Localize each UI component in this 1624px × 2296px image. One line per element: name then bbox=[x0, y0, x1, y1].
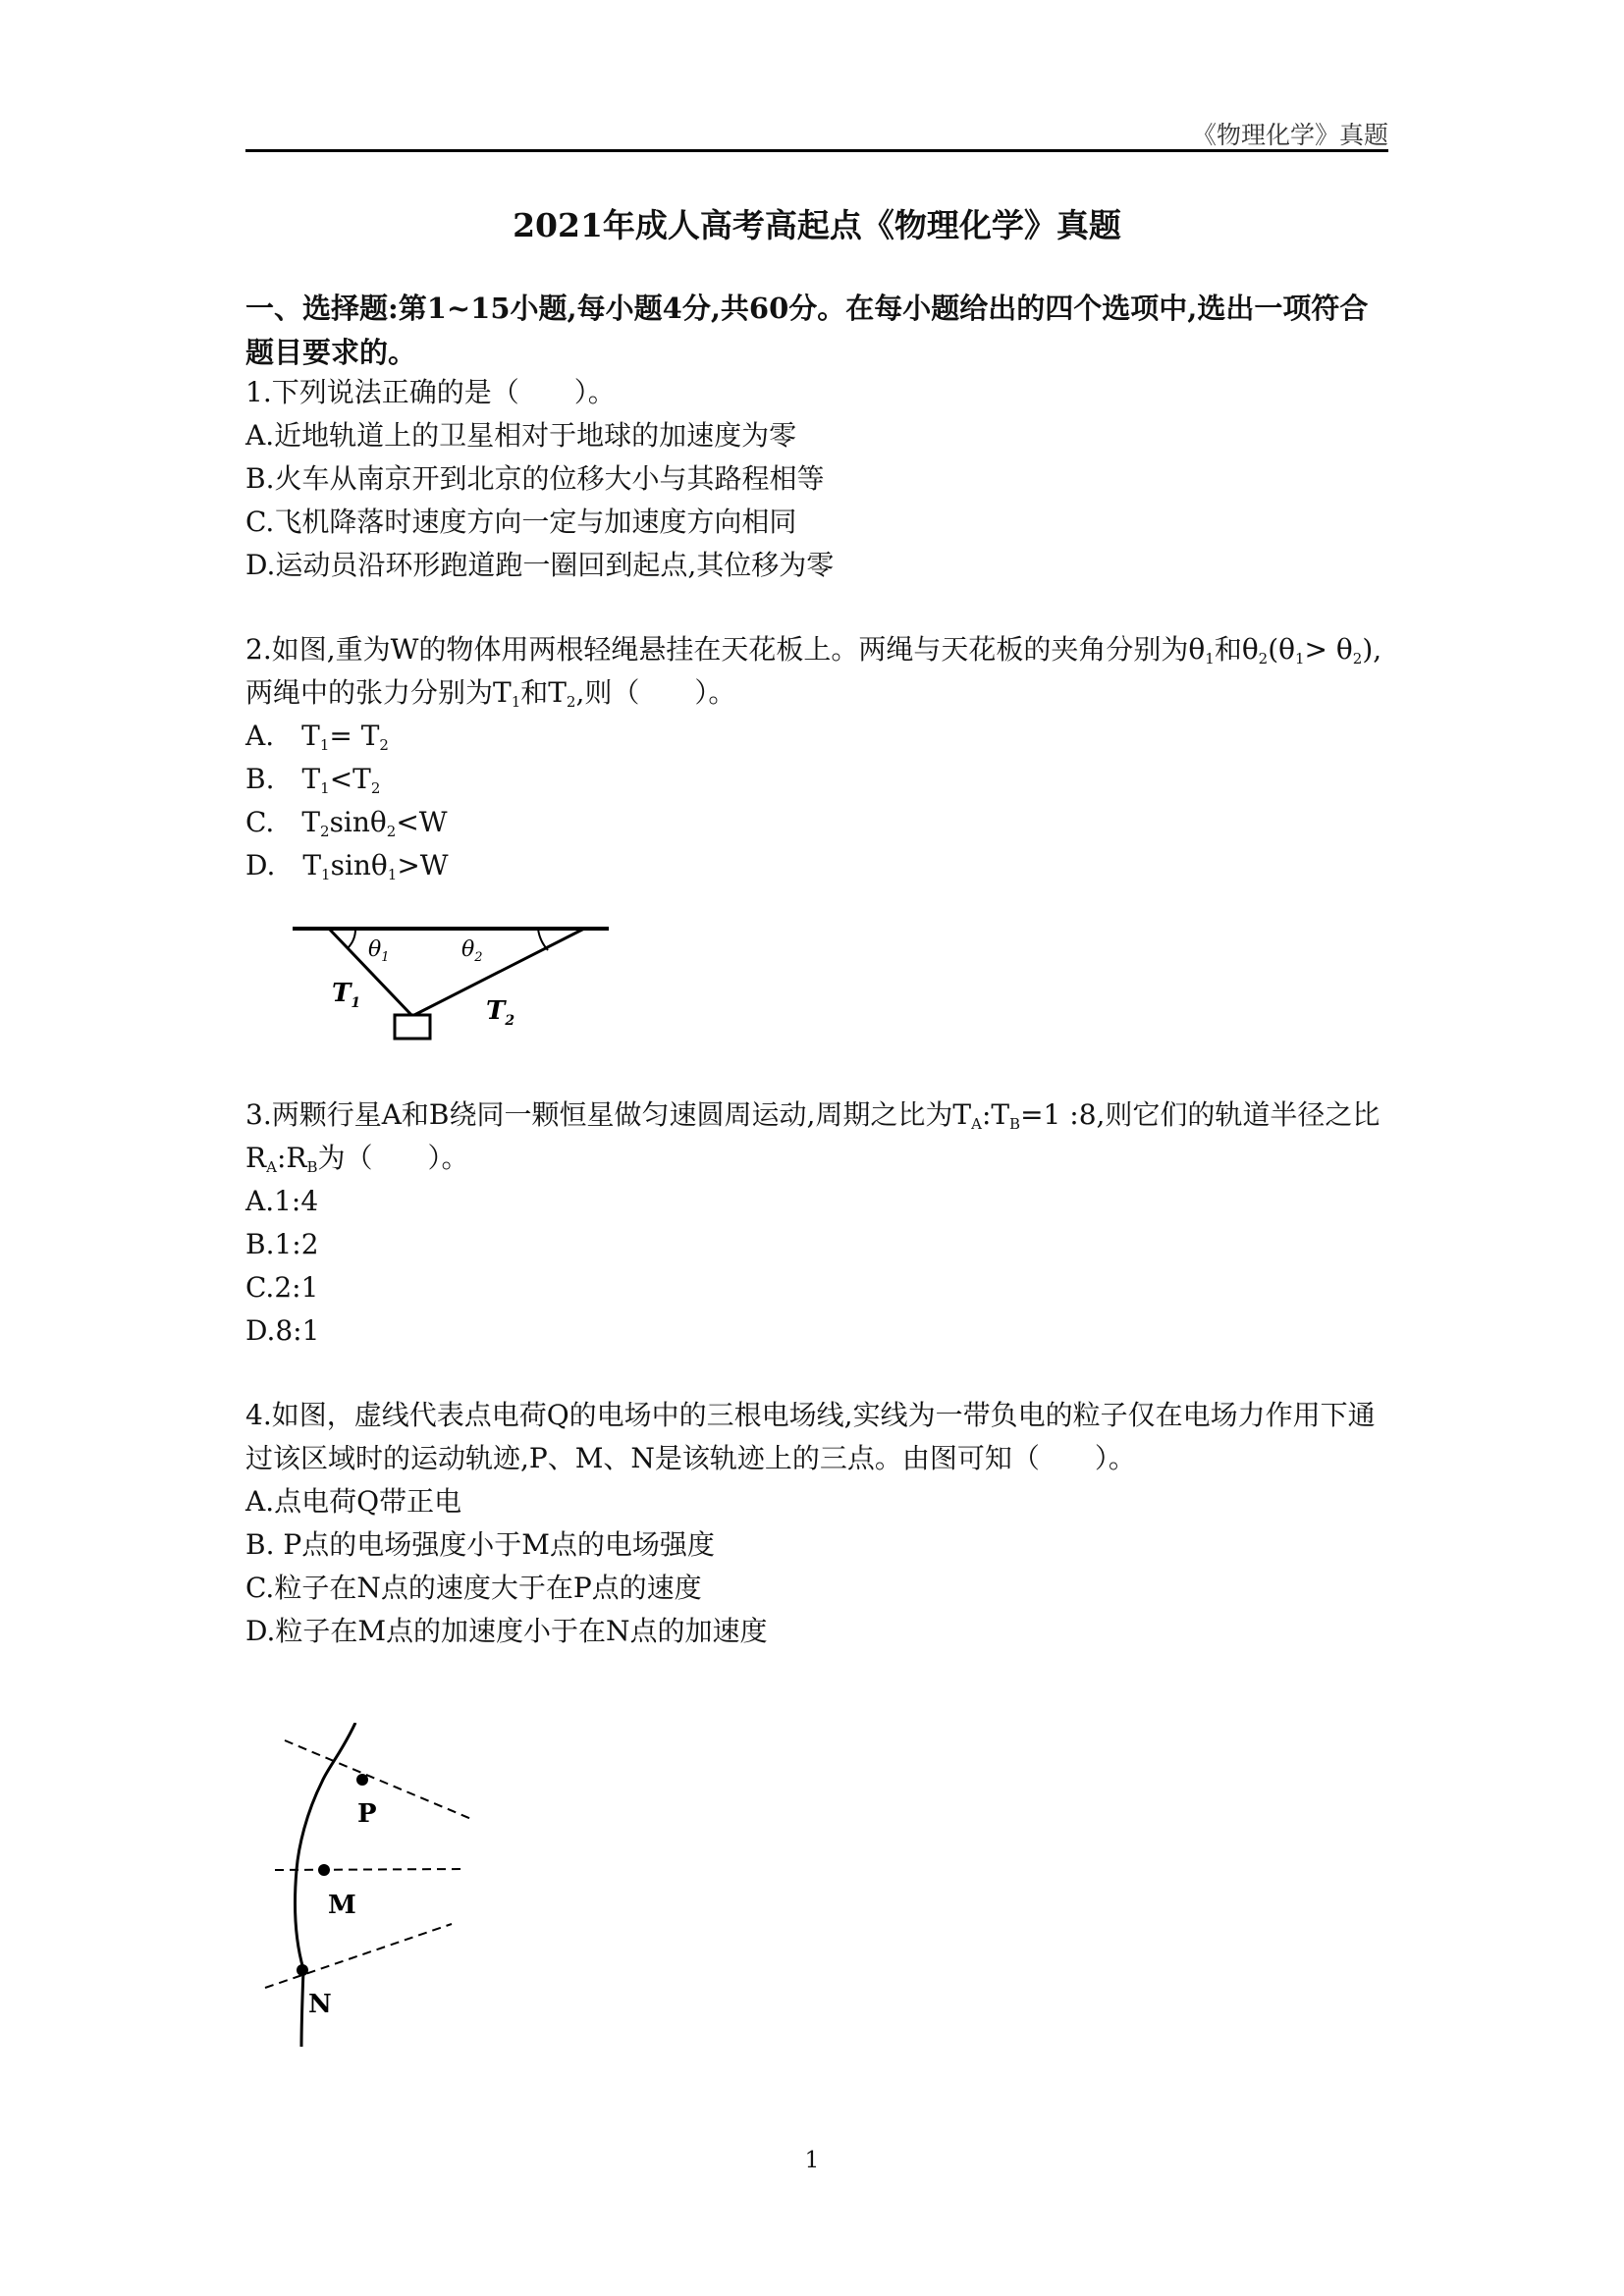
question-1-option-d: D.运动员沿环形跑道跑一圈回到起点,其位移为零 bbox=[245, 549, 835, 581]
question-1-option-a: A.近地轨道上的卫星相对于地球的加速度为零 bbox=[245, 419, 797, 452]
field-line-middle bbox=[275, 1869, 466, 1870]
section-heading: 一、选择题:第1~15小题,每小题4分,共60分。在每小题给出的四个选项中,选出一项符合题目要求的。 bbox=[245, 292, 1369, 369]
point-p bbox=[356, 1774, 368, 1786]
question-2-option-d: D. $T_1\sin\theta_1>W$ bbox=[245, 849, 449, 883]
question-4-option-a: A.点电荷Q带正电 bbox=[245, 1485, 462, 1518]
label-theta2: $\theta_2$ bbox=[461, 937, 483, 965]
question-3-stem: 3.两颗行星A和B绕同一颗恒星做匀速圆周运动,周期之比为$T_A:T_B=1$ :8,则它们的轨道半径之比$R_A:R_B$为（ ）。 bbox=[245, 1098, 1380, 1176]
page-title: 2021年成人高考高起点《物理化学》真题 bbox=[513, 206, 1121, 244]
field-line-upper bbox=[285, 1740, 471, 1819]
question-2 bbox=[245, 628, 1388, 887]
label-n: N bbox=[308, 1990, 332, 2019]
running-header: 《物理化学》真题 bbox=[1191, 121, 1388, 149]
label-t2: $T_2$ bbox=[486, 996, 515, 1029]
question-4-option-b: B. P点的电场强度小于M点的电场强度 bbox=[245, 1528, 715, 1561]
question-4-stem: 4.如图，虚线代表点电荷Q的电场中的三根电场线,实线为一带负电的粒子仅在电场力作用下通过该区域时的运动轨迹,P、M、N是该轨迹上的三点。由图可知（ ）。 bbox=[245, 1399, 1376, 1474]
question-1-stem: 1.下列说法正确的是（ ）。 bbox=[245, 376, 616, 408]
question-2-option-c: C. $T_2\sin\theta_2<W$ bbox=[245, 806, 448, 840]
question-2-stem: 2.如图,重为W的物体用两根轻绳悬挂在天花板上。两绳与天花板的夹角分别为$\theta_1$和$\theta_2(\theta_1> \theta_2)$,两绳中的张力分别为$T_1$和$T_2$,则（ ）。 bbox=[245, 633, 1382, 711]
question-3 bbox=[245, 1094, 1388, 1353]
label-theta1: $\theta_1$ bbox=[368, 937, 390, 965]
question-4 bbox=[245, 1394, 1388, 1653]
question-1-option-b: B.火车从南京开到北京的位移大小与其路程相等 bbox=[245, 462, 825, 495]
question-1-option-c: C.飞机降落时速度方向一定与加速度方向相同 bbox=[245, 506, 797, 538]
question-2-option-a: A. $T_1= T_2$ bbox=[245, 720, 389, 754]
question-4-figure bbox=[255, 1723, 481, 2056]
question-3-option-a: A.1:4 bbox=[245, 1185, 319, 1217]
question-2-option-b: B. $T_1<T_2$ bbox=[245, 763, 381, 797]
question-3-option-b: B.1:2 bbox=[245, 1228, 319, 1260]
point-m bbox=[318, 1864, 330, 1876]
angle-arc-theta2 bbox=[538, 929, 548, 950]
hanging-weight bbox=[395, 1015, 430, 1039]
question-1 bbox=[245, 371, 1388, 587]
question-3-option-c: C.2:1 bbox=[245, 1271, 319, 1304]
label-m: M bbox=[328, 1891, 356, 1920]
point-n bbox=[297, 1964, 308, 1976]
header-divider bbox=[245, 149, 1388, 152]
question-2-figure bbox=[285, 913, 619, 1050]
field-line-lower bbox=[265, 1924, 452, 1988]
page-number: 1 bbox=[804, 2148, 820, 2173]
label-t1: $T_1$ bbox=[332, 979, 361, 1011]
angle-arc-theta1 bbox=[348, 929, 355, 948]
label-p: P bbox=[357, 1799, 377, 1829]
question-4-option-c: C.粒子在N点的速度大于在P点的速度 bbox=[245, 1572, 702, 1604]
question-3-option-d: D.8:1 bbox=[245, 1314, 320, 1347]
question-4-option-d: D.粒子在M点的加速度小于在N点的加速度 bbox=[245, 1615, 768, 1647]
